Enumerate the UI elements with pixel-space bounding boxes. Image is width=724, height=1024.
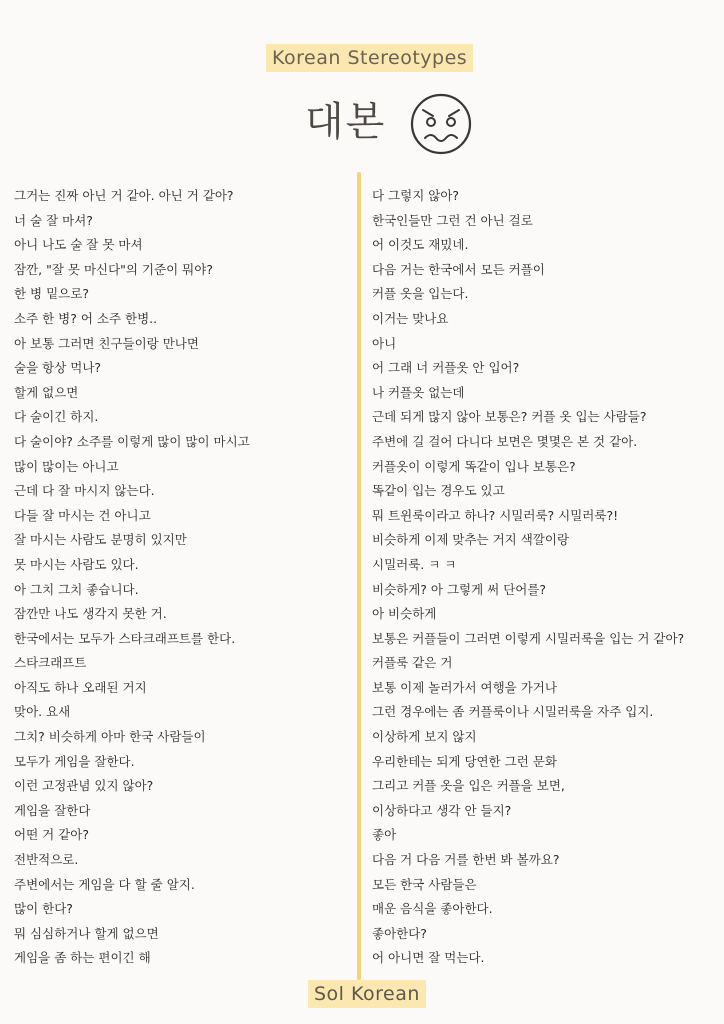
script-line: 다음 거 다음 거를 한번 봐 볼까요? <box>372 852 560 868</box>
right-column <box>372 184 712 971</box>
script-line: 뭐 심심하거나 할게 없으면 <box>14 925 159 941</box>
script-line: 잘 마시는 사람도 분명히 있지만 <box>14 532 187 548</box>
script-line: 어 그래 너 커플옷 안 입어? <box>372 360 520 376</box>
script-line: 이상하다고 생각 안 들지? <box>372 802 512 818</box>
script-line: 어 이것도 재밌네. <box>372 237 469 253</box>
script-line: 게임을 잘한다 <box>14 802 91 818</box>
left-column <box>14 184 346 971</box>
script-line: 다 그렇지 않아? <box>372 188 460 203</box>
script-line: 이거는 맞나요 <box>372 310 449 326</box>
script-line: 다들 잘 마시는 건 아니고 <box>14 507 151 523</box>
script-line: 매운 음식을 좋아한다. <box>372 901 493 917</box>
script-line: 그런 경우에는 좀 커플룩이나 시밀러룩을 자주 입지. <box>372 704 654 720</box>
script-line: 한국인들만 그런 건 아닌 걸로 <box>372 212 533 228</box>
script-line: 커플옷이 이렇게 똑같이 입나 보통은? <box>372 458 576 474</box>
script-line: 맞아. 요새 <box>14 704 71 720</box>
title-block <box>305 92 485 172</box>
script-line: 어떤 거 같아? <box>14 827 89 843</box>
script-line: 스타크래프트 <box>14 655 87 671</box>
footer-tag: Sol Korean <box>308 980 426 1008</box>
script-line: 다 술이야? 소주를 이렇게 많이 많이 마시고 <box>14 433 250 449</box>
script-line: 다 술이긴 하지. <box>14 409 99 425</box>
script-line: 시밀러룩. ㅋ ㅋ <box>372 556 457 572</box>
script-line: 아 보통 그러면 친구들이랑 만나면 <box>14 335 199 351</box>
script-line: 아 비슷하게 <box>372 606 437 622</box>
script-line: 커플 옷을 입는다. <box>372 286 469 302</box>
script-line: 못 마시는 사람도 있다. <box>14 556 139 572</box>
script-line: 어 아니면 잘 먹는다. <box>372 950 485 966</box>
script-line: 보통 이제 놀러가서 여행을 가거나 <box>372 679 557 695</box>
script-line: 똑같이 입는 경우도 있고 <box>372 483 505 499</box>
script-line: 커플룩 같은 거 <box>372 655 453 671</box>
script-line: 나 커플옷 없는데 <box>372 384 465 400</box>
script-line: 아니 <box>372 335 397 351</box>
script-line: 잠깐, "잘 못 마신다"의 기준이 뭐야? <box>14 261 213 277</box>
script-line: 근데 다 잘 마시지 않는다. <box>14 483 155 499</box>
script-line: 너 술 잘 마셔? <box>14 212 93 228</box>
script-line: 한국에서는 모두가 스타크래프트를 한다. <box>14 630 236 646</box>
script-line: 근데 되게 많지 않아 보통은? 커플 옷 입는 사람들? <box>372 409 647 425</box>
script-line: 그리고 커플 옷을 입은 커플을 보면, <box>372 778 565 794</box>
script-line: 그거는 진짜 아닌 거 같아. 아닌 거 같아? <box>14 188 234 203</box>
script-line: 비슷하게 이제 맞추는 거지 색깔이랑 <box>372 532 570 548</box>
script-line: 보통은 커플들이 그러면 이렇게 시밀러룩을 입는 거 같아? <box>372 630 685 646</box>
script-line: 모든 한국 사람들은 <box>372 876 477 892</box>
script-line: 아 그치 그치 좋습니다. <box>14 581 139 597</box>
script-line: 주변에서는 게임을 다 할 줄 알지. <box>14 876 195 892</box>
script-line: 한 병 밑으로? <box>14 286 89 302</box>
series-tag: Korean Stereotypes <box>266 44 473 72</box>
script-line: 게임을 좀 하는 편이긴 해 <box>14 950 151 966</box>
script-line: 좋아한다? <box>372 925 427 941</box>
script-line: 아니 나도 술 잘 못 마셔 <box>14 237 143 253</box>
script-line: 비슷하게? 아 그렇게 써 단어를? <box>372 581 547 597</box>
script-line: 잠깐만 나도 생각지 못한 거. <box>14 606 167 622</box>
script-line: 아직도 하나 오래된 거지 <box>14 679 147 695</box>
script-line: 좋아 <box>372 827 397 843</box>
script-line: 술을 항상 먹나? <box>14 360 102 376</box>
script-line: 우리한테는 되게 당연한 그런 문화 <box>372 753 557 769</box>
script-line: 전반적으로. <box>14 852 79 868</box>
script-line: 많이 많이는 아니고 <box>14 458 119 474</box>
script-line: 뭐 트윈룩이라고 하나? 시밀러룩? 시밀러룩?! <box>372 507 619 523</box>
column-divider <box>357 172 361 980</box>
script-line: 할게 없으면 <box>14 384 79 400</box>
script-line: 이런 고정관념 있지 않아? <box>14 778 154 794</box>
worried-face-icon <box>409 92 473 156</box>
script-line: 이상하게 보지 않지 <box>372 729 477 745</box>
script-line: 주변에 길 걸어 다니다 보면은 몇몇은 본 것 같아. <box>372 433 638 449</box>
script-line: 소주 한 병? 어 소주 한병.. <box>14 310 158 326</box>
script-line: 모두가 게임을 잘한다. <box>14 753 135 769</box>
page-title: 대본 <box>305 99 387 145</box>
script-line: 다음 거는 한국에서 모든 커플이 <box>372 261 545 277</box>
script-line: 그치? 비슷하게 아마 한국 사람들이 <box>14 729 206 745</box>
script-line: 많이 한다? <box>14 901 73 917</box>
